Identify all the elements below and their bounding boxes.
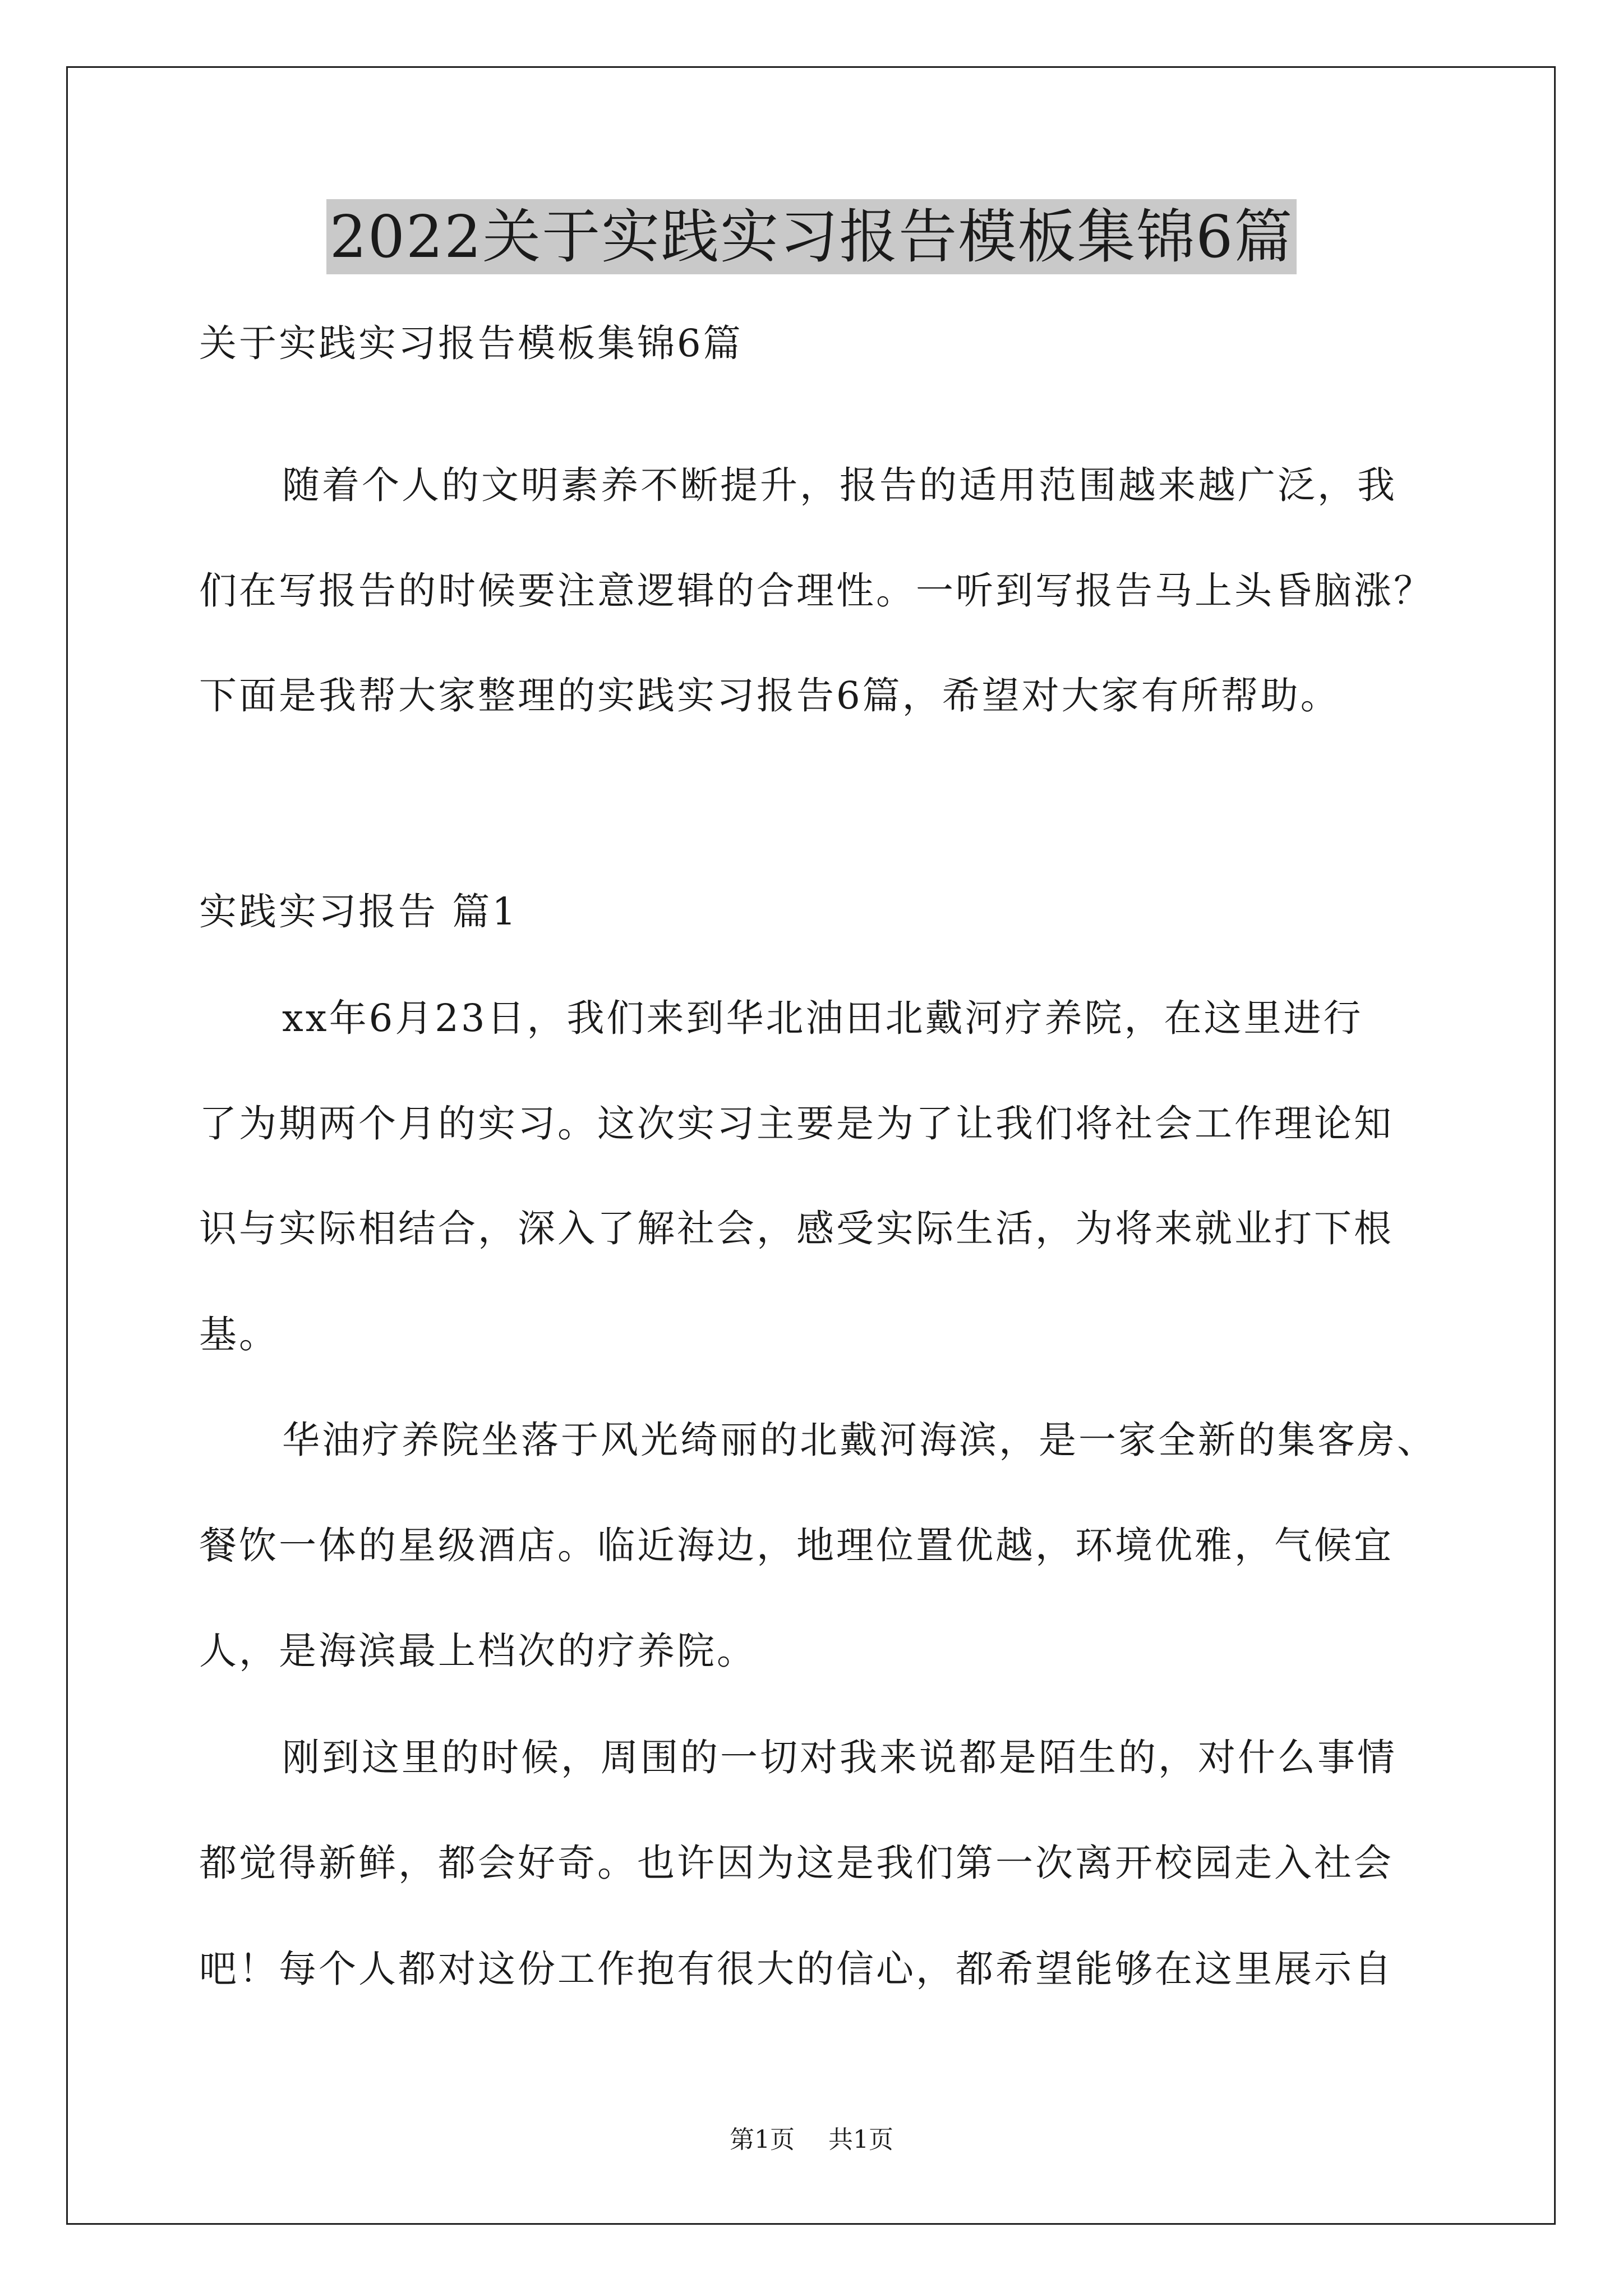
document-title: 2022关于实践实习报告模板集锦6篇 [326, 199, 1297, 274]
page-footer [0, 2123, 1623, 2157]
section-heading: 实践实习报告 篇1 [199, 890, 518, 933]
para2-line-2: 餐饮一体的星级酒店。临近海边，地理位置优越，环境优雅，气候宜 [199, 1524, 1394, 1567]
para1-line-4: 基。 [199, 1313, 279, 1356]
intro-line-3: 下面是我帮大家整理的实践实习报告6篇，希望对大家有所帮助。 [199, 674, 1340, 717]
para2-line-1: 华油疗养院坐落于风光绮丽的北戴河海滨，是一家全新的集客房、 [282, 1418, 1437, 1462]
document-subtitle: 关于实践实习报告模板集锦6篇 [199, 321, 743, 365]
para2-line-3: 人，是海滨最上档次的疗养院。 [199, 1629, 757, 1673]
para1-line-1: xx年6月23日，我们来到华北油田北戴河疗养院，在这里进行 [282, 996, 1363, 1040]
title-container [0, 199, 1623, 274]
intro-line-1: 随着个人的文明素养不断提升，报告的适用范围越来越广泛，我 [282, 463, 1397, 507]
para3-line-3: 吧！每个人都对这份工作抱有很大的信心，都希望能够在这里展示自 [199, 1947, 1394, 1991]
para3-line-2: 都觉得新鲜，都会好奇。也许因为这是我们第一次离开校园走入社会 [199, 1841, 1394, 1885]
page-number: 第1页 [730, 2125, 795, 2154]
intro-line-2: 们在写报告的时候要注意逻辑的合理性。一听到写报告马上头昏脑涨？ [199, 569, 1433, 613]
page-total: 共1页 [828, 2125, 893, 2154]
para1-line-3: 识与实际相结合，深入了解社会，感受实际生活，为将来就业打下根 [199, 1207, 1394, 1250]
para3-line-1: 刚到这里的时候，周围的一切对我来说都是陌生的，对什么事情 [282, 1736, 1397, 1779]
para1-line-2: 了为期两个月的实习。这次实习主要是为了让我们将社会工作理论知 [199, 1102, 1394, 1145]
